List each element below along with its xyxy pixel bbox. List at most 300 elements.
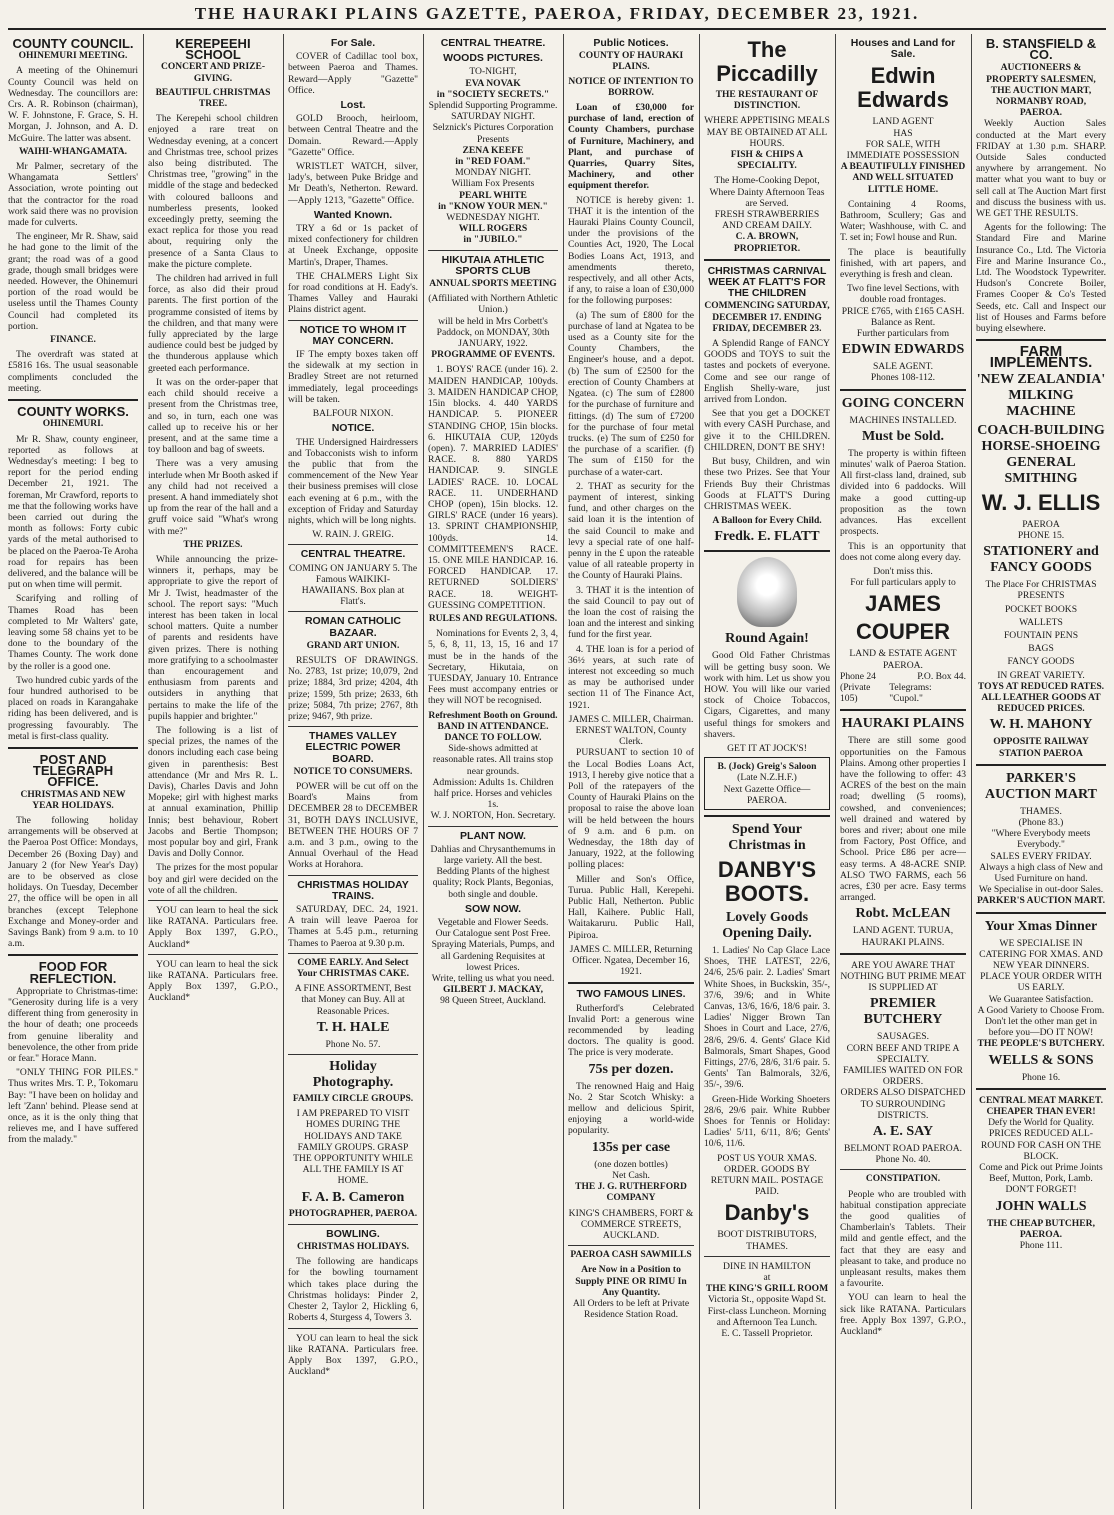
ad-line: FISH & CHIPS A SPECIALITY. xyxy=(730,150,804,172)
ad-line: PAEROA. xyxy=(883,659,923,671)
divider xyxy=(840,953,966,955)
ad-line: Further particulars from xyxy=(856,328,950,340)
ad-line: DON'T FORGET! xyxy=(1005,1184,1077,1196)
ad-line: Refreshment Booth on Ground. BAND IN ATTENDANCE. DANCE TO FOLLOW. xyxy=(428,709,558,743)
section-header: Wanted Known. xyxy=(313,208,393,221)
ad-line: THAMES. xyxy=(1020,805,1062,817)
article-paragraph: Scarifying and rolling of Thames Road has been completed to Mr Walters' gate, leaving some 58 chains yet to be done to the boundary of the Thames County. The work done by the roller is a good one. xyxy=(8,593,138,672)
phone-number: Phone No. 57. xyxy=(325,1038,381,1050)
article-paragraph: There was a very amusing interlude when Mr Booth asked if any child had not received a present. A hand immediately shot up from the rear of the hall and a gruff voice said "What's wrong with me?" xyxy=(148,458,278,537)
ad-line: "Where Everybody meets Everybody." xyxy=(991,828,1091,851)
notice-body: (a) The sum of £800 for the purchase of land at Ngatea to be used as a County site for the County Chambers, the Engineer's house, and a depot. (b) The sum of £2500 for the erection of County Chambers at Ngatea. (c) The sum of £2800 for the purchase of furniture and fittings. (d) The sum of £7200 for the purchase of four metal trucks. (e) The sum of £250 for the purchase of a scarifier. (f) The sum of £150 for the purchase of a water-cart. xyxy=(568,309,694,478)
ad-body: POWER will be cut off on the Board's Mains from DECEMBER 28 to DECEMBER 31, BOTH DAYS INCLUSIVE, BETWEEN THE HOURS OF 7 a.m. and 3 p.m., owing to the Annual Overhaul of the Head Works at Horahora. xyxy=(288,780,418,871)
ad-line: Net Cash. xyxy=(612,1169,650,1181)
notice-body: NOTICE is hereby given: 1. THAT it is the intention of the Hauraki Plains County Council, under the provisions of the Counties Act, 1920, The Local Bodies Loans Act, 1913, and amendments thereto, respectively, and all other Acts, if any, to raise a loan of £30,000 for the following purposes: xyxy=(568,194,694,307)
column-rule xyxy=(835,34,836,1509)
ad-body: SATURDAY, DEC. 24, 1921. A train will leave Paeroa for Thames at 5.45 p.m., returning Thames to Paeroa at 9.30 p.m. xyxy=(288,904,418,949)
notice-body: 3. THAT it is the intention of the said Council to pay out of the loan the cost of raising the loan and the interest and sinking fund for the first year. xyxy=(568,584,694,641)
ad-body: Victoria St., opposite Wapd St. First-class Luncheon. Morning and Afternoon Tea Lunch. xyxy=(707,1294,827,1328)
list-item: BAGS xyxy=(1028,643,1054,655)
ad-title: HIKUTAIA ATHLETIC SPORTS CLUB xyxy=(441,253,545,277)
advertiser-name: Edwin Edwards xyxy=(857,63,949,113)
ad-title: HAURAKI PLAINS xyxy=(841,716,965,732)
ad-line: in "RED FOAM." xyxy=(455,156,531,168)
signature: E. C. Tassell Proprietor. xyxy=(721,1328,813,1340)
ad-subtitle: FAMILY CIRCLE GROUPS. xyxy=(292,1094,414,1105)
advertiser-name: Danby's xyxy=(724,1200,810,1226)
advertiser-name: GILBERT J. MACKAY, xyxy=(442,984,544,996)
address: KING'S CHAMBERS, FORT & COMMERCE STREETS, AUCKLAND. xyxy=(568,1207,694,1241)
ad-line: Selznick's Pictures Corporation Presents xyxy=(432,122,554,145)
column-merchants xyxy=(976,34,1106,1509)
ad-line: For full particulars apply to xyxy=(850,577,956,589)
ad-body: 1. Ladies' No Cap Glace Lace Shoes, THE LATEST, 22/6, 24/6, 25/6 pair. 2. Ladies' Smart White Shoes, in Buckskin, 35/-, 37/6, 39/6; and in White Canvas, 13/6, 16/6, 18/6 pair. 3. Ladies' Nigger Brown Tan Shoes in Court and Lace, 27/6, 28/6, 29/6. 4. Gents' Glace Kid Balmorals, Smart Shapes, Good Fittings, 27/6, 28/6, 31/6 pair. 5. Gents' Tan Balmorals, 32/6, 35/-, 39/6. xyxy=(704,944,830,1091)
address: OPPOSITE RAILWAY STATION PAEROA xyxy=(993,736,1089,759)
advertiser-name: PARKER'S AUCTION MART xyxy=(985,770,1097,802)
ad-line: IN GREAT VARIETY. xyxy=(997,669,1085,681)
advertiser-name: A. E. SAY xyxy=(872,1124,934,1140)
ad-subtitle: AUCTIONEERS & PROPERTY SALESMEN, THE AUCTION MART, NORMANBY ROAD, PAEROA. xyxy=(986,62,1096,119)
divider xyxy=(976,339,1106,341)
divider xyxy=(568,982,694,984)
ad-line: Bedding Plants of the highest quality; Rock Plants, Begonias, both single and double. xyxy=(432,866,554,900)
ad-line: FOR SALE, WITH IMMEDIATE POSSESSION xyxy=(846,138,960,162)
divider xyxy=(428,250,558,251)
notice-body: 4. THE loan is for a period of 36½ years, at such rate of interest not exceeding so much as may be authorised under section 11 of The Finance Act, 1921. xyxy=(568,643,694,711)
ad-title: COME EARLY. And Select Your CHRISTMAS CAKE. xyxy=(297,957,409,980)
subheadline: CHRISTMAS HOLIDAYS. xyxy=(296,1242,410,1253)
address: THE CHEAP BUTCHER, PAEROA. xyxy=(987,1217,1095,1240)
ad-line: The Home-Cooking Depot, Where Dainty Afternoon Teas are Served. xyxy=(709,175,825,209)
divider xyxy=(704,1256,830,1257)
ad-subtitle: PHOTOGRAPHER, PAEROA. xyxy=(288,1208,418,1219)
article-paragraph: The following are handicaps for the bowling tournament which takes place during the Christmas holidays: Pinder 2, Chester 2, Taylor 2, Hickling 6, Roberts 4, Sturgess 4, Towers 3. xyxy=(288,1256,418,1324)
subheadline: FINANCE. xyxy=(50,335,96,346)
notice-title: NOTICE. xyxy=(331,422,375,435)
classified-ad: IF The empty boxes taken off the sidewalk at my section in Bradley Street are not returned immediately, legal proceedings will be taken. xyxy=(288,349,418,405)
headline: COUNTY WORKS. xyxy=(17,404,129,420)
advertiser-name: F. A. B. Cameron xyxy=(301,1189,405,1205)
subheadline: CHRISTMAS AND NEW YEAR HOLIDAYS. xyxy=(20,789,126,811)
ad-body: Are Now in a Position to Supply PINE OR RIMU In Any Quantity. xyxy=(575,1264,687,1298)
ad-title: CENTRAL MEAT MARKET. xyxy=(979,1094,1103,1106)
po-box: P.O. Box 44. xyxy=(917,670,966,682)
classified-ad: WRISTLET WATCH, silver, lady's, between Puke Bridge and Mr Death's, Netherton. Reward.—Apply 1213, "Gazette" Office. xyxy=(288,161,418,206)
ad-line: Our Catalogue sent Post Free. xyxy=(435,928,551,940)
ad-body: There are still some good opportunities on the Famous Plains. Among other properties I have the following to offer: 43 ACRES of the best on the main road; dwelling (5 rooms), cowshed, and conveniences; well drained and watered by bores and river; about one mile from Factory, Post Office, and School. Price £86 per acre—easy terms. A 48-ACRE SNIP. ALSO TWO FARMS, each 56 acres, £30 per acre. Easy terms arranged. xyxy=(840,735,966,904)
ad-line: in "SOCIETY SECRETS." xyxy=(436,88,550,100)
classified-ad: THE CHALMERS Light Six for road conditions at H. Eady's. Thames Valley and Hauraki Plains district agent. xyxy=(288,270,418,316)
advertiser-name: W. H. MAHONY xyxy=(989,717,1093,733)
phone-number: (Phone 83.) xyxy=(1018,816,1064,828)
ad-line: William Fox Presents xyxy=(451,178,535,190)
column-classifieds xyxy=(288,34,418,1509)
phone-number: Phone No. 40. xyxy=(875,1154,931,1166)
list-item: POCKET BOOKS xyxy=(1004,603,1078,615)
ad-subtitle: WOODS PICTURES. xyxy=(443,52,543,65)
phone-number: Phone 111. xyxy=(1019,1240,1063,1252)
ad-body: A Splendid Range of FANCY GOODS and TOYS to suit the tastes and pockets of everyone. Come and see our range of English Shelly-ware, just arrived from London. xyxy=(704,338,830,406)
classified-ad: YOU can learn to heal the sick like RATANA. Particulars free. Apply Box 1397, G.P.O., Auckland* xyxy=(148,905,278,950)
signature: W. RAIN. J. GREIG. xyxy=(312,529,394,541)
ad-line: (one dozen bottles) xyxy=(594,1158,668,1170)
ad-line: CHEAPER THAN EVER! xyxy=(986,1106,1096,1117)
ad-line: ORDERS ALSO DISPATCHED TO SURROUNDING DISTRICTS. xyxy=(840,1087,966,1121)
advertiser-name: THE KING'S GRILL ROOM xyxy=(705,1283,829,1295)
advertiser-name: THE J. G. RUTHERFORD COMPANY xyxy=(575,1182,687,1204)
advertiser-name: DANBY'S BOOTS. xyxy=(717,856,817,906)
divider xyxy=(8,399,138,401)
section-header: For Sale. xyxy=(330,37,376,49)
ad-title: CHRISTMAS HOLIDAY TRAINS. xyxy=(297,878,409,902)
divider xyxy=(288,320,418,321)
divider xyxy=(288,544,418,545)
ad-line: PRICE £765, with £165 CASH. Balance as Rent. xyxy=(841,305,965,328)
ad-line: at xyxy=(763,1272,771,1284)
ad-subtitle: LAND AGENT. TURUA, HAURAKI PLAINS. xyxy=(852,925,954,948)
divider xyxy=(976,764,1106,766)
advertiser-name: EDWIN EDWARDS xyxy=(841,342,965,358)
divider xyxy=(288,875,418,876)
advertiser-name: PREMIER BUTCHERY xyxy=(863,996,943,1028)
ad-body: The place is beautifully finished, with art papers, and everything is fresh and clean. xyxy=(840,246,966,281)
price: 135s per case xyxy=(591,1139,671,1155)
divider xyxy=(840,709,966,711)
ad-subtitle: LAND AGENT xyxy=(872,116,934,128)
address: 98 Queen Street, Auckland. xyxy=(440,995,546,1007)
ad-body: COMING ON JANUARY 5. The Famous WAIKIKI-HAWAIIANS. Box plan at Flatt's. xyxy=(288,562,418,608)
ad-line: Always a high class of New and Used Furniture on hand. xyxy=(979,861,1103,884)
ad-line: Defy the World for Quality. xyxy=(988,1117,1094,1129)
ad-title: PLANT NOW. xyxy=(460,829,526,842)
contact-row xyxy=(840,682,966,704)
ad-title: CONSTIPATION. xyxy=(865,1174,941,1185)
article-paragraph: It was on the order-paper that each child should receive a present from the Christmas tree, and so, in turn, each one was called up to receive his or her present, and at the same time a toy balloon and bag of sweets. xyxy=(148,376,278,456)
ad-line: SALES EVERY FRIDAY. xyxy=(990,850,1092,862)
divider xyxy=(568,1245,694,1246)
advertiser-name: The Piccadilly xyxy=(716,37,818,86)
headline: POST AND TELEGRAPH OFFICE. xyxy=(32,751,114,790)
advertiser-name: WELLS & SONS xyxy=(988,1052,1094,1068)
divider xyxy=(840,1169,966,1170)
notice-body: Loan of £30,000 for purchase of land, erection of County Chambers, purchase of Furniture, Machinery, and Plant, and purchase of Quarries, Quarry Sites, Machinery, and other equipment therefor. xyxy=(568,102,694,192)
ad-line: will be held in Mrs Corbett's Paddock, on MONDAY, 30th JANUARY, 1922. xyxy=(436,315,550,350)
ad-title: DINE IN HAMILTON xyxy=(723,1260,811,1272)
ad-body: RESULTS OF DRAWINGS. No. 2783, 1st prize; 10,079, 2nd prize; 1884, 3rd prize; 4204, 4th prize; 1599, 5th prize; 2633, 6th prize; 5084, 7th prize; 2767, 8th prize; 9467, 9th prize. xyxy=(288,654,418,722)
classified-ad: YOU can learn to heal the sick like RATANA. Particulars free. Apply Box 1397, G.P.O., Auckland* xyxy=(840,1292,966,1338)
divider xyxy=(704,550,830,552)
ad-line: We Guarantee Satisfaction. xyxy=(988,993,1094,1005)
telegram-address: Telegrams: "Cupol." xyxy=(889,681,932,705)
divider xyxy=(288,726,418,727)
ad-line: GET IT AT JOCK'S! xyxy=(727,742,807,754)
ad-title: TWO FAMOUS LINES. xyxy=(576,988,686,1001)
ad-body: Agents for the following: The Standard Fire and Marine Insurance Co., Ltd. The Victoria Fire and Marine Insurance Co., Ltd. The Woodstock Typewriter. Hudson's Concrete Boiler, Frames Cooper & Co's Tested Seeds, etc. Call and Inspect our list of Houses and Farms before buying elsewhere. xyxy=(976,222,1106,335)
ad-line: COACH-BUILDING HORSE-SHOEING GENERAL SMITHING xyxy=(977,422,1105,486)
ad-body: Good Old Father Christmas will be getting busy soon. We work with him. Let us show you HOW. You will like our varied stock of Choice Tobaccos, Cigars, Cigarettes, and many useful things for smokers and shavers. xyxy=(704,650,830,740)
ad-subtitle: ANNUAL SPORTS MEETING xyxy=(429,279,557,290)
advertiser-name: COUPER xyxy=(855,619,951,645)
phone-number: (Private 105) xyxy=(840,681,871,705)
ad-subtitle: PROGRAMME OF EVENTS. xyxy=(431,350,555,361)
ad-body: I AM PREPARED TO VISIT HOMES DURING THE HOLIDAYS AND TAKE FAMILY GROUPS. GRASP THE OPPORTUNITY WHILE ALL THE FAMILY IS AT HOME. xyxy=(293,1108,413,1187)
ad-subtitle: SALE AGENT. xyxy=(872,361,934,373)
ad-body: People who are troubled with habitual constipation appreciate the good qualities of Chamberlain's Tablets. Their mild and gentle effect, and the fact that they are easy and pleasant to take, and produce no unpleasant results, makes them a favourite. xyxy=(840,1188,966,1290)
divider xyxy=(288,611,418,612)
phone-number: Phones 108-112. xyxy=(870,372,936,384)
signature: C. A. BROWN, PROPRIETOR. xyxy=(733,231,801,254)
ad-line: PAEROA xyxy=(1022,518,1060,530)
ad-line: HAS xyxy=(893,127,913,139)
phone-number: Phone 16. xyxy=(1021,1071,1061,1083)
article-paragraph: The following holiday arrangements will be observed at the Paeroa Post Office: Mondays, December 26 (Boxing Day) and January 2 (for New Year's Day) are to be observed as close holidays. On Tuesday, December 27, the office will be open in all branches (except Telephone Exchange and Money-order and Savings Bank) from 9 a.m. to 10 a.m. xyxy=(8,815,138,950)
ad-line: ZENA KEEFE xyxy=(462,144,524,156)
ad-line: (Late N.Z.H.F.) xyxy=(737,772,797,784)
ad-line: Come and Pick out Prime Joints Beef, Mutton, Pork, Lamb. xyxy=(979,1162,1103,1185)
divider xyxy=(148,900,278,901)
ad-line: PRICES REDUCED ALL-ROUND FOR CASH ON THE BLOCK. xyxy=(980,1128,1102,1162)
ad-line: We Specialise in out-door Sales. xyxy=(978,884,1104,896)
headline: BOWLING. xyxy=(326,1227,380,1240)
masthead-rule xyxy=(8,28,1106,30)
signature: W. J. NORTON, Hon. Secretary. xyxy=(430,810,556,822)
article-paragraph: The overdraft was stated at £5816 16s. The usual seasonable compliments concluded the meeting. xyxy=(8,349,138,394)
ad-line: FAMILIES WAITED ON FOR ORDERS. xyxy=(843,1065,963,1088)
ad-line: WILL ROGERS xyxy=(458,223,528,235)
column-kerepeehi xyxy=(148,34,278,1509)
article-paragraph: The prizes for the most popular boy and girl were decided on the vote of all the children. xyxy=(148,862,278,896)
ad-title: SOW NOW. xyxy=(465,902,521,915)
ad-line: TO-NIGHT, xyxy=(469,66,517,78)
column-rule xyxy=(423,34,424,1509)
list-item: FOUNTAIN PENS xyxy=(1003,629,1079,641)
headline: KEREPEEHI SCHOOL xyxy=(175,36,251,63)
notice-body: 2. THAT as security for the payment of interest, sinking fund, and other charges on the said loan it is the intention of the said Council to make and levy a special rate of one half-penny in the £ upon the rateable value of all rateable property in the County of Hauraki Plains. xyxy=(568,480,694,582)
headline: FOOD FOR REFLECTION. xyxy=(29,959,117,986)
ad-line: The Place For CHRISTMAS PRESENTS xyxy=(985,579,1097,602)
subheadline: THE PRIZES. xyxy=(183,539,243,550)
ad-line: WE SPECIALISE IN CATERING FOR XMAS. AND NEW YEAR DINNERS. xyxy=(979,937,1103,971)
ad-body: See that you get a DOCKET with every CASH Purchase, and give it to the CHILDREN. CHILDREN, DON'T BE SHY! xyxy=(704,408,830,453)
ad-line: FRESH STRAWBERRIES AND CREAM DAILY. xyxy=(714,209,820,232)
ad-subtitle: THE RESTAURANT OF DISTINCTION. xyxy=(715,90,819,112)
advertiser-name: Fredk. E. FLATT xyxy=(714,529,820,545)
ad-title: ROMAN CATHOLIC BAZAAR. xyxy=(304,615,402,639)
contact-row xyxy=(840,671,966,682)
ad-line: Dahlias and Chrysanthemums in large variety. All the best. xyxy=(430,843,556,867)
subheadline: WAIHI-WHANGAMATA. xyxy=(18,146,128,157)
advertiser-name: Robt. McLEAN xyxy=(855,906,951,922)
article-paragraph: The engineer, Mr R. Shaw, said he had gone to the limit of the grant; the road was of a good grade, though small bridges were needed. However, the Ohinemuri portion of the road would be useless until the Thames County Council had completed its portion. xyxy=(8,231,138,332)
advertiser-name: JOHN WALLS xyxy=(995,1198,1087,1214)
ad-body: The renowned Haig and Haig No. 2 Star Scotch Whisky: a mellow and delicious Spirit, enjoying a world-wide popularity. xyxy=(568,1080,694,1137)
classified-ad: YOU can learn to heal the sick like RATANA. Particulars free. Apply Box 1397, G.P.O., Auckland* xyxy=(288,1332,418,1378)
ad-title: CHRISTMAS CARNIVAL WEEK AT FLATT'S FOR THE CHILDREN xyxy=(707,264,827,300)
column-rule xyxy=(563,34,564,1509)
ad-line: ARE YOU AWARE THAT NOTHING BUT PRIME MEAT IS SUPPLIED AT xyxy=(840,959,966,994)
ad-line: A Good Variety to Choose From. xyxy=(977,1004,1105,1016)
ad-line: Splendid Supporting Programme. xyxy=(428,100,558,112)
price: 75s per dozen. xyxy=(588,1061,674,1077)
ad-subtitle: Lovely Goods Opening Daily. xyxy=(722,909,812,941)
ad-line: 'NEW ZEALANDIA' MILKING MACHINE xyxy=(976,371,1106,419)
signature: JAMES C. MILLER, Chairman. ERNEST WALTON, County Clerk. xyxy=(568,713,694,748)
notice-body: PURSUANT to section 10 of the Local Bodies Loans Act, 1913, I hereby give notice that a Poll of the ratepayers of the County of Hauraki Plains on the proposal to raise the above loan will be held between the hours of 9 a.m. and 6 p.m. on Wednesday, the 18th day of January, 1922, at the following polling places: xyxy=(568,747,694,871)
ad-line: WHERE APPETISING MEALS MAY BE OBTAINED AT ALL HOURS. xyxy=(704,115,830,149)
divider xyxy=(288,953,418,954)
divider xyxy=(840,389,966,391)
ad-body: A FINE ASSORTMENT, Best that Money can Buy. All at Reasonable Prices. xyxy=(294,983,412,1017)
classified-ad: TRY a 6d or 1s packet of mixed confectionery for children at Uneek Exchange, opposite Martin's, Draper, Thames. xyxy=(288,223,418,268)
ad-line: Side-shows admitted at reasonable rates. All trains stop near grounds. xyxy=(432,743,554,777)
ad-body: This is an opportunity that does not come along every day. xyxy=(840,540,966,563)
article-paragraph: While announcing the prize-winners it, perhaps, may be appropriate to give the report of Mr J. Twist, headmaster of the school. The report says: "Much interest has been taken in local school matters. Quite a number of parents and residents have given prizes. There is nothing more gratifying to a schoolmaster than encouragement and enthusiasm from parents and outsiders in anything that pertains to make the life of the pupils happier and brighter." xyxy=(148,553,278,722)
section-header: Public Notices. xyxy=(593,37,669,49)
ad-line: SAUSAGES. xyxy=(877,1031,929,1043)
ad-line: Admission: Adults 1s. Children half price. Horses and vehicles 1s. xyxy=(432,776,554,811)
list-item: FANCY GOODS xyxy=(1007,656,1075,668)
ad-title: PAEROA CASH SAWMILLS xyxy=(570,1250,692,1261)
divider xyxy=(704,259,830,261)
column-rule xyxy=(143,34,144,1509)
divider xyxy=(8,747,138,749)
ad-line: Two fine level Sections, with double road frontages. xyxy=(846,283,960,306)
address: BELMONT ROAD PAEROA. xyxy=(843,1143,963,1155)
classified-ad: GOLD Brooch, heirloom, between Central Theatre and the Domain. Reward.—Apply "Gazette" Office. xyxy=(288,113,418,158)
divider xyxy=(976,912,1106,914)
subheadline: CONCERT AND PRIZE-GIVING. xyxy=(160,62,265,84)
divider xyxy=(288,1328,418,1329)
notice-title: NOTICE TO WHOM IT MAY CONCERN. xyxy=(299,323,407,347)
ad-title: CENTRAL THEATRE. xyxy=(300,548,406,561)
ad-body: The property is within fifteen minutes' walk of Paeroa Station. All first-class land, drained, sub divided into 6 paddocks. Will make a good cutting-up proposition as the town advances. Has excellent prospects. xyxy=(840,447,966,538)
article-paragraph: The Kerepehi school children enjoyed a rare treat on Wednesday evening, at a concert and Christmas tree, school prizes also being distributed. The Christmas tree, "growing" in the middle of the stage and bedecked with coloured balloons and numberless presents, looked exceedingly pretty, seeming the exact replica for those you read about, requiring only the presence of a Santa Claus to make the picture complete. xyxy=(148,113,278,270)
ad-line: EVA NOVAK xyxy=(465,77,521,89)
ad-body: Nominations for Events 2, 3, 4, 5, 6, 8, 11, 13, 15, 16 and 17 must be in the hands of the Secretary, Hikutaia, on TUESDAY, January 10. Entrance Fees must accompany entries or they will NOT be recognised. xyxy=(428,628,558,707)
list-item: WALLETS xyxy=(1019,616,1063,628)
advertiser-name: T. H. HALE xyxy=(316,1019,390,1035)
masthead: THE HAURAKI PLAINS GAZETTE, PAEROA, FRIDAY, DECEMBER 23, 1921. xyxy=(194,4,920,23)
advertiser-name: B. (Jock) Greig's Saloon xyxy=(717,761,817,773)
divider xyxy=(976,1088,1106,1090)
ad-line: WEDNESDAY NIGHT. xyxy=(446,212,540,224)
ad-title: STATIONERY and FANCY GOODS xyxy=(983,544,1099,576)
notice-title: COUNTY OF HAURAKI PLAINS. xyxy=(578,51,684,73)
subheadline: OHINEMURI MEETING. xyxy=(18,51,128,62)
classified-ad: THE Undersigned Hairdressers and Tobacconists wish to inform the public that from the commencement of the New Year their business premises will close each evening at 6 p.m., with the exception of Friday and Saturday nights, which will be long nights. xyxy=(288,436,418,526)
ad-line: SATURDAY NIGHT. xyxy=(451,111,535,123)
signature: JAMES C. MILLER, Returning Officer. Ngatea, December 16, 1921. xyxy=(569,943,693,978)
column-public-notices xyxy=(568,34,694,1509)
subheadline: BEAUTIFUL CHRISTMAS TREE. xyxy=(155,87,271,110)
ad-line: in "JUBILO." xyxy=(463,234,523,246)
ad-subtitle: MACHINES INSTALLED. xyxy=(849,414,957,426)
ad-line: Don't let the other man get in before you—DO IT NOW! xyxy=(984,1015,1098,1039)
advertiser-name: W. J. ELLIS xyxy=(981,489,1101,515)
ad-line: in "KNOW YOUR MEN." xyxy=(438,200,548,212)
ad-line: Spraying Materials, Pumps, and all Gardening Requisites at lowest Prices. xyxy=(431,939,555,973)
ad-line: POST US YOUR XMAS. ORDER. GOODS BY RETURN MAIL. POSTAGE PAID. xyxy=(710,1152,824,1198)
column-rule xyxy=(971,34,972,1509)
notice-subtitle: NOTICE OF INTENTION TO BORROW. xyxy=(568,76,694,98)
section-header: Houses and Land for Sale. xyxy=(850,37,956,61)
column-land-agents xyxy=(840,34,966,1509)
article-paragraph: The following is a list of special prizes, the names of the donors including each case being given in parenthesis: Best attendance (Mr and Mrs R. L. Davis), Charles Davis and John Mopeke; girl with highest marks at annual examination, Phillip Innis; best behaviour, Robert Jacobs and Bertie Thompson; most popular boy and girl, Frank Davis and Dolly Connor. xyxy=(148,724,278,860)
divider xyxy=(8,954,138,956)
subheadline: OHINEMURI. xyxy=(42,419,104,430)
ad-title: CENTRAL THEATRE. xyxy=(440,37,546,49)
phone-number: Phone 24 xyxy=(840,670,876,682)
ad-subtitle: COMMENCING SATURDAY, DECEMBER 17. ENDING FRIDAY, DECEMBER 23. xyxy=(704,301,830,334)
ad-line: CORN BEEF AND TRIPE A SPECIALTY. xyxy=(846,1042,960,1065)
ad-title: FARM IMPLEMENTS. xyxy=(989,343,1093,372)
article-paragraph: A meeting of the Ohinemuri County Council was held on Wednesday. The councillors are: Crs. A. R. Robinson (chairman), W. F. Johnstone, F. Grace, S. H. Morgan, J. Johnson, and A. D. McGuire. The latter was absent. xyxy=(8,65,138,144)
ad-line: THE PEOPLE'S BUTCHERY. xyxy=(977,1038,1105,1050)
ad-line: Don't miss this. xyxy=(873,565,933,577)
ad-subtitle: BOOT DISTRIBUTORS, THAMES. xyxy=(717,1229,817,1252)
ad-subtitle: GRAND ART UNION. xyxy=(306,640,400,651)
ad-line: MONDAY NIGHT. xyxy=(455,167,531,179)
ad-line: A Balloon for Every Child. xyxy=(712,515,822,527)
ad-subtitle: LAND & ESTATE AGENT xyxy=(849,648,957,660)
ad-title: Round Again! xyxy=(725,631,809,647)
ad-line: TOYS AT REDUCED RATES. xyxy=(977,680,1105,692)
divider xyxy=(148,954,278,955)
ad-body: Green-Hide Working Shoeters 28/6, 29/6 pair. White Rubber Shoes for Tennis or Holiday: Ladies' 5/11, 6/11, 8/6; Gents' 10/6, 11/6. xyxy=(704,1093,830,1150)
ad-line: PARKER'S AUCTION MART. xyxy=(976,895,1106,907)
article-paragraph: The children had arrived in full force, as also did their proud parents. The first portion of the programme consisted of items by the children, and that many were fully appreciated by the large audience could best be judged by the thunderous applause which greeted each performance. xyxy=(148,273,278,374)
father-christmas-illustration xyxy=(737,557,797,627)
notice-body: Miller and Son's Office, Turua. Public Hall, Kerepehi. Public Hall, Netherton. Public Hall, Kaihere. Public Hall, Waitakaruru. Public Hall, Pipiroa. xyxy=(568,873,694,941)
ad-body: Weekly Auction Sales conducted at the Mart every FRIDAY at 1.30 p.m. SHARP. Outside Sales conducted anywhere by arrangement. No matter what you want to buy or sell call at The Auction Mart first and discuss the business with us. WE GET THE RESULTS. xyxy=(976,118,1106,220)
ad-line: PLACE YOUR ORDER WITH US EARLY. xyxy=(980,971,1102,994)
ad-title: GOING CONCERN xyxy=(841,395,965,411)
ad-title: Your Xmas Dinner xyxy=(984,918,1098,934)
ad-body: Rutherford's Celebrated Invalid Port: a generous wine recommended by leading doctors. The quality is good. The price is very moderate. xyxy=(568,1002,694,1059)
advertiser-name: B. STANSFIELD & CO. xyxy=(985,36,1097,63)
article-paragraph: "ONLY THING FOR PILES." Thus writes Mrs. T. P., Tokomaru Bay: "I have been on holiday and left 'Zann' behind. Please send at once, as it is the only thing that relieves me, and I have suffered from the malady." xyxy=(8,1067,138,1146)
headline: COUNTY COUNCIL. xyxy=(12,36,134,51)
divider xyxy=(288,1224,418,1225)
ad-line: (Affiliated with Northern Athletic Union.) xyxy=(428,293,558,316)
address: Next Gazette Office—PAEROA. xyxy=(723,783,811,806)
column-rule xyxy=(283,34,284,1509)
article-paragraph: Mr Palmer, secretary of the Whangamata Settlers' Association, wrote pointing out that the contractor for the road work said there was no provision made for culverts. xyxy=(8,161,138,229)
column-retail-ads xyxy=(704,34,830,1509)
ad-subtitle: NOTICE TO CONSUMERS. xyxy=(293,766,413,777)
event-list: 1. BOYS' RACE (under 16). 2. MAIDEN HANDICAP, 100yds. 3. MAIDEN HANDICAP CHOP, 15in blocks. 4. 440 YARDS HANDICAP. 5. PIONEER STANDING CHOP, 15in blocks. 6. HIKUTAIA CUP, 120yds (open). 7. MARRIED LADIES' RACE. 8. 880 YARDS HANDICAP. 9. SINGLE LADIES' RACE. 10. LOCAL RACE. 11. UNDERHAND CHOP (open), 15in blocks. 12. GIRLS' RACE (under 16 years). 13. SPRINT CHAMPIONSHIP, 100yds. 14. COMMITTEEMEN'S RACE. 15. ONE MILE HANDICAP. 16. FORCED HANDICAP. 17. RETURNED SOLDIERS' RACE. 18. WEIGHT-GUESSING COMPETITION. xyxy=(428,364,558,611)
column-theatre-sports xyxy=(428,34,558,1509)
classified-ad: COVER of Cadillac tool box, between Paeroa and Thames. Reward—Apply "Gazette" Office. xyxy=(288,51,418,96)
phone-number: PHONE 15. xyxy=(1017,529,1065,541)
jock-greig-box xyxy=(704,757,830,810)
ad-subtitle: RULES AND REGULATIONS. xyxy=(428,613,558,624)
ad-line: Write, telling us what you need. xyxy=(431,973,555,985)
gift-list xyxy=(976,604,1106,668)
signature: BALFOUR NIXON. xyxy=(312,408,394,420)
ad-title: THAMES VALLEY ELECTRIC POWER BOARD. xyxy=(305,730,401,765)
ad-title: Holiday Photography. xyxy=(312,1059,394,1091)
divider xyxy=(704,815,830,817)
ad-title: A BEAUTIFULLY FINISHED AND WELL SITUATED LITTLE HOME. xyxy=(840,162,966,195)
ad-body: But busy, Children, and win these two Prizes. See that Your Friends Buy their Christmas Goods at FLATT'S During CHRISTMAS WEEK. xyxy=(704,456,830,512)
article-paragraph: Two hundred cubic yards of the four hundred authorised to be placed on roads in Karangahake riding has been delivered, and is progressing favourably. The metal is first-class quality. xyxy=(8,674,138,742)
article-paragraph: Appropriate to Christmas-time: "Generosity during life is a very different thing from generosity in the hour of death; one proceeds from genuine liberality and benevolence, the other from pride or fear." Horace Mann. xyxy=(8,985,138,1065)
column-county-council xyxy=(8,34,138,1509)
ad-line: All Orders to be left at Private Residence Station Road. xyxy=(572,1297,690,1321)
ad-body: Containing 4 Rooms, Bathroom, Scullery; Gas and Water; Washhouse, with C. and T. set in; Fowl house and Run. xyxy=(840,198,966,244)
divider xyxy=(288,1054,418,1055)
